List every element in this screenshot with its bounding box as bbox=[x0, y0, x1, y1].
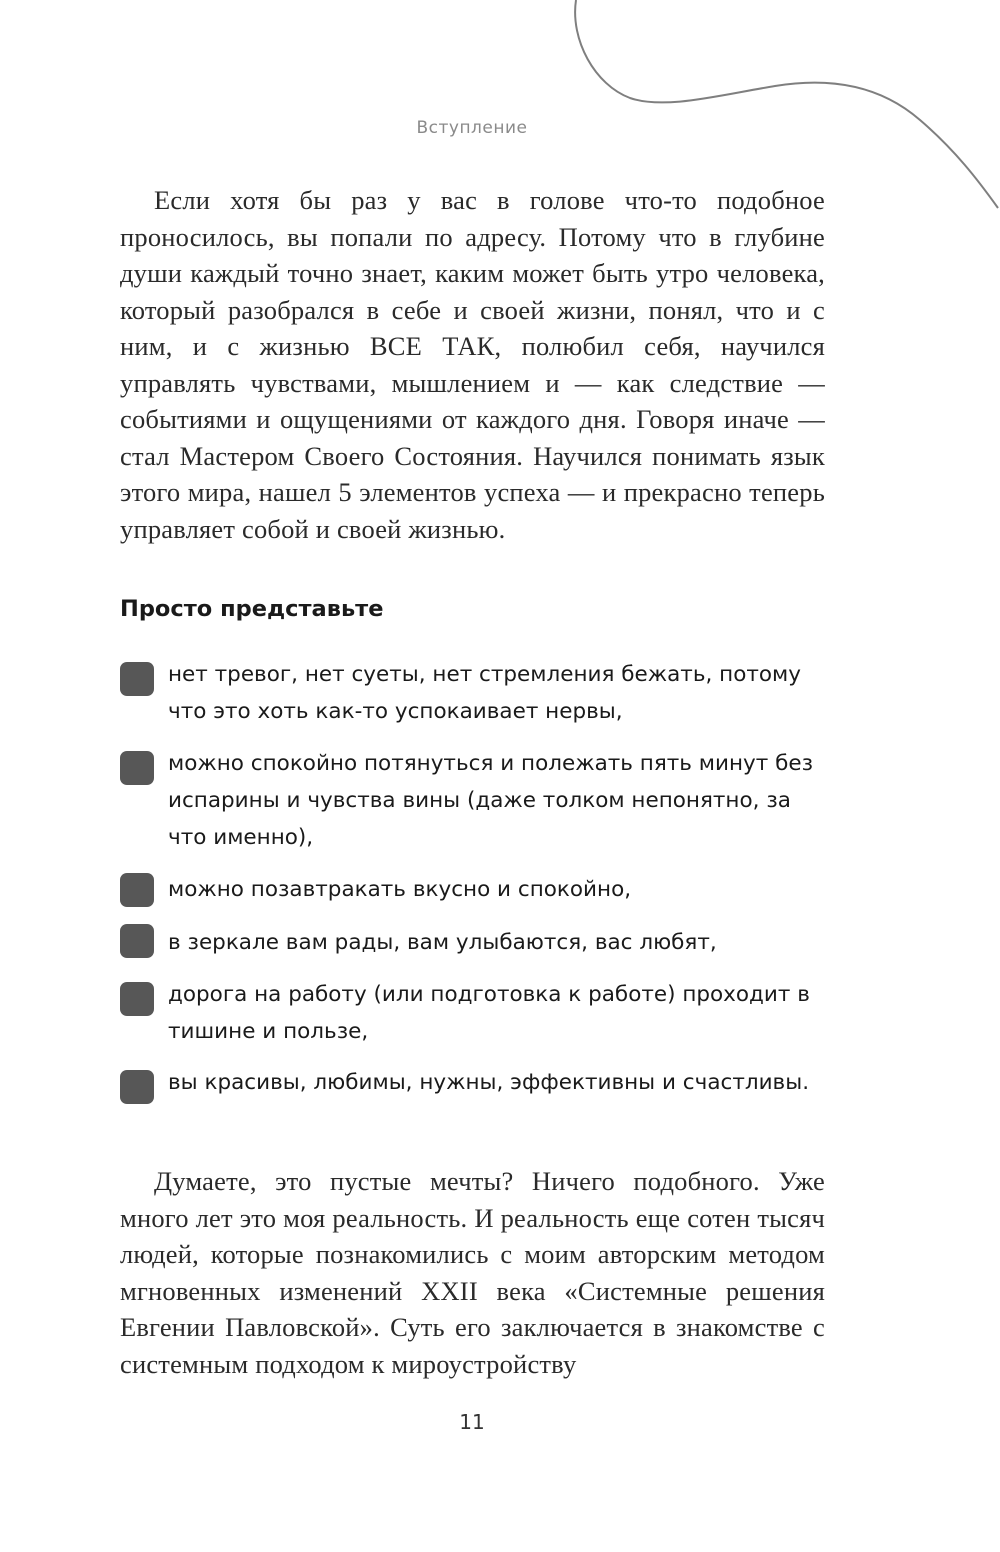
closing-paragraph: Думаете, это пустые мечты? Ничего подобного. Уже много лет это моя реальность. И реальность еще сотен тысяч людей, которые познакомились с моим авторским методом мгновенных изменений XXII века «Системные решения Евгении Павловской». Суть его заключается в знакомстве с системным подходом к мироустройству bbox=[120, 1166, 825, 1379]
list-item-text: вы красивы, любимы, нужны, эффективны и счастливы. bbox=[168, 1070, 810, 1095]
square-bullet-icon bbox=[120, 1070, 154, 1104]
square-bullet-icon bbox=[120, 873, 154, 907]
list-item-text: можно спокойно потянуться и полежать пять минут без испарины и чувства вины (даже толком непонятно, за что именно), bbox=[168, 751, 814, 850]
list-item-text: в зеркале вам рады, вам улыбаются, вас любят, bbox=[168, 930, 717, 955]
list-item-text: можно позавтракать вкусно и спокойно, bbox=[168, 877, 632, 902]
square-bullet-icon bbox=[120, 751, 154, 785]
page-number: 11 bbox=[459, 1410, 485, 1434]
square-bullet-icon bbox=[120, 924, 154, 958]
section-heading: Просто представьте bbox=[120, 596, 384, 622]
list-item-text: нет тревог, нет суеты, нет стремления бежать, потому что это хоть как-то успокаивает нервы, bbox=[168, 662, 801, 724]
square-bullet-icon bbox=[120, 662, 154, 696]
list-item-text: дорога на работу (или подготовка к работе) проходит в тишине и пользе, bbox=[168, 982, 810, 1044]
intro-paragraph: Если хотя бы раз у вас в голове что-то подобное проносилось, вы попали по адресу. Потому что в глубине души каждый точно знает, каким может быть утро человека, который разобрался в себе и своей жизни, понял, что и с ним, и с жизнью ВСЕ ТАК, полюбил себя, научился управлять чувствами, мышлением и — как следствие — событиями и ощущениями от каждого дня. Говоря иначе — стал Мастером Своего Состояния. Научился понимать язык этого мира, нашел 5 элементов успеха — и прекрасно теперь управляет собой и своей жизнью. bbox=[120, 185, 825, 544]
running-head: Вступление bbox=[416, 118, 528, 138]
square-bullet-icon bbox=[120, 982, 154, 1016]
